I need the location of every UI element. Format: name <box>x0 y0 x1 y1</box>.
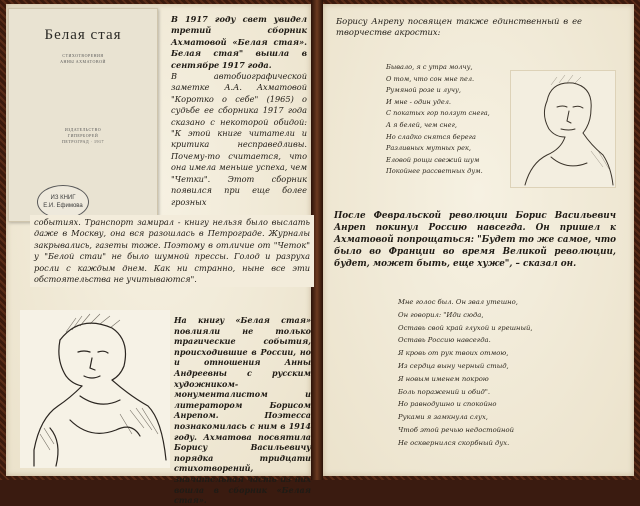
poem-line: Бывало, я с утра молчу, <box>386 63 473 71</box>
cover-publisher-line: ПЕТРОГРАД · 1917 <box>62 139 104 144</box>
poem-line: Оставь свой край глухой и грешный, <box>398 323 533 332</box>
intro-lead: В 1917 году свет увидел третий сборник Ахматовой «Белая стая». Белая стая" вышла в сентябре 1917 года. <box>171 14 307 70</box>
continuation-body: событиях. Транспорт замирал - книгу нельзя было выслать даже в Москву, она вся разошлась в Петрограде. Журналы закрывались, газеты тоже. Поэтому в отличие от "Четок" у "Белой стаи" не было шумной прессы. Голод и разруха росли с каждым днем. Как ни странно, ныне все эти обстоятельства не учитываются". <box>34 217 310 285</box>
anrep-text-block <box>174 315 311 506</box>
poem-line: Румяной розе и лучу, <box>386 86 461 95</box>
emigration-text: После Февральской революции Борис Васильевич Анреп покинул Россию навсегда. Он пришел к Ахматовой попрощаться: "Будет то же самое, что было во Франции во время Великой революции, будет, может быть, еще хуже", – сказал он. <box>334 211 616 269</box>
poem-line: Не осквернился скорбный дух. <box>398 438 510 447</box>
intro-text-block <box>171 14 307 208</box>
portrait-sketch-svg <box>20 310 170 468</box>
anrep-sketch-svg <box>511 71 615 187</box>
poem-line: С покатых гор ползут снега, <box>386 109 490 118</box>
poem-line: Чтоб этой речью недостойной <box>398 425 514 434</box>
library-stamp <box>37 185 89 219</box>
emigration-paragraph <box>334 210 616 270</box>
poem-line: Мне голос был. Он звал утешно, <box>398 298 518 306</box>
poem-line: И мне - один удел. <box>386 97 452 106</box>
poem-line: Разливных мутных рек, <box>386 144 472 153</box>
poem-line: Но равнодушно и спокойно <box>398 400 497 409</box>
cover-subtitle-line: АННЫ АХМАТОВОЙ <box>60 59 106 64</box>
acrostic-intro <box>336 16 582 39</box>
poem-line: Покойнее рассветных дум. <box>386 167 483 176</box>
cover-publisher-line: ГИПЕРБОРЕЙ <box>67 133 99 138</box>
acrostic-intro-text: Борису Анрепу посвящен также единственный в ее творчестве акростих: <box>336 16 582 38</box>
book-cover-image <box>8 8 158 222</box>
anrep-portrait-drawing <box>510 70 616 188</box>
poem-line: Я новым именем покрою <box>398 374 489 383</box>
poem-line: Он говорил: "Иди сюда, <box>398 310 484 319</box>
stamp-text: ИЗ КНИГ <box>50 195 76 201</box>
intro-body: В автобиографической заметке А.А. Ахматовой "Коротко о себе" (1965) о судьбе ее сборника 1917 года сказано с некоторой обидой: "К этой книге читатели и критика несправедливы. Почему-то считается, что она имела меньше успеха, чем "Четки". Этот сборник появился при еще более грозных <box>171 71 307 207</box>
poem-line: Еловой рощи свежий шум <box>386 155 480 164</box>
poem-line: А я белей, чем снег, <box>386 120 457 129</box>
poem-line: Из сердца выну черный стыд, <box>398 361 509 370</box>
poem-line: Оставь Россию навсегда. <box>398 336 491 345</box>
anrep-body: На книгу «Белая стая» повлияли не только трагические события, происходившие в России, но и отношения Анны Андреевны с русским художником-монументалистом и литератором Борисом Анрепом. Поэтесса познакомилась с ним в 1914 году. Ахматова посвятила Борису Васильевичу порядка тридцати стихотворений, значительная часть из них вошла в сборник «Белая стая». <box>174 315 311 506</box>
poem-line: Боль поражений и обид". <box>398 387 491 396</box>
cover-subtitle-line: СТИХОТВОРЕНИЯ <box>62 53 104 58</box>
mne-golos-poem <box>398 296 598 450</box>
cover-title: Белая стая <box>44 27 122 43</box>
poem-line: Я кровь от рук твоих отмою, <box>398 349 509 358</box>
akhmatova-portrait-drawing <box>20 310 170 468</box>
stamp-text: Е.И. Ефимова <box>43 203 83 209</box>
continuation-text-block <box>30 215 314 287</box>
poem-line: Но сладко снятся берега <box>386 132 476 141</box>
cover-publisher-line: ИЗДАТЕЛЬСТВО <box>64 127 102 132</box>
poem-line: О том, что сон мне пел. <box>386 74 475 83</box>
poem-line: Руками я замкнула слух, <box>398 413 488 422</box>
